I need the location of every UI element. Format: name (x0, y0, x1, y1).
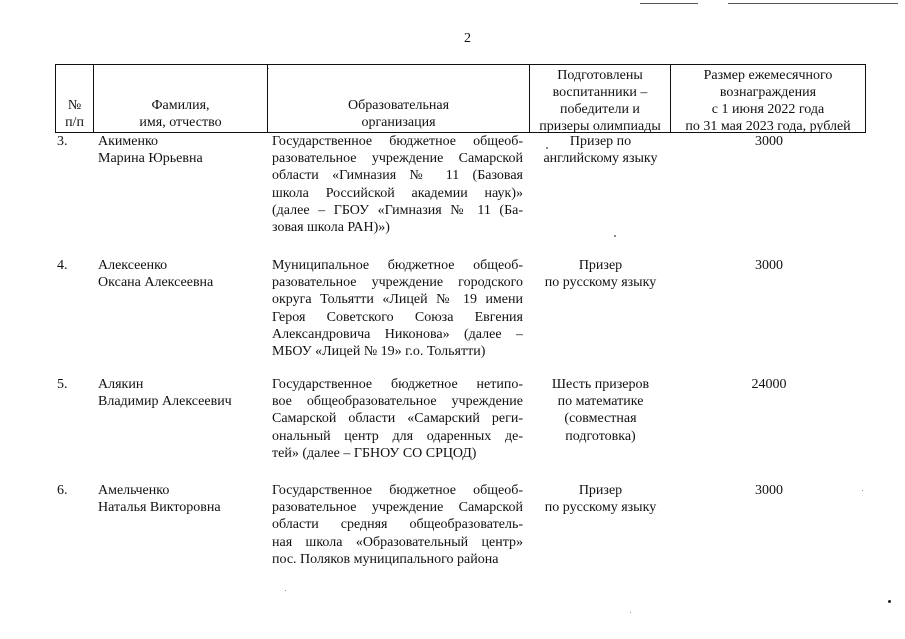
scan-speck (285, 590, 286, 591)
org-line: пос. Поляков муниципального района (272, 551, 499, 567)
org-line: Героя Советского Союза Евгения (272, 309, 523, 325)
row-prepared-students: Шесть призеров по математике (совместная подготовка) (551, 377, 650, 444)
row-prepared-students: Призер по русскому языку (544, 258, 657, 291)
org-line: Государственное бюджетное общеоб- (272, 134, 523, 149)
scan-artifact-line (728, 3, 898, 4)
table-header (55, 64, 866, 133)
row-full-name: Алексеенко Оксана Алексеевна (98, 258, 214, 291)
row-full-name: Акименко Марина Юрьевна (98, 134, 203, 167)
org-line: области средняя общеобразователь- (272, 517, 523, 533)
row-number: 3. (57, 134, 68, 149)
scan-artifact-line (640, 3, 698, 4)
row-full-name: Алякин Владимир Алексеевич (98, 377, 232, 410)
org-line: области «Гимназия № 11 (Базовая (272, 168, 523, 184)
org-line: разовательное учреждение Самарской (272, 151, 523, 167)
org-line: зовая школа РАН)») (272, 220, 390, 236)
org-line: ная школа «Образовательный центр» (272, 534, 523, 550)
org-line: школа Российской академии наук)» (272, 185, 523, 201)
org-line: Муниципальное бюджетное общеоб- (272, 258, 523, 273)
org-line: МБОУ «Лицей № 19» г.о. Тольятти) (272, 344, 486, 360)
org-line: тей» (далее – ГБНОУ СО СРЦОД) (272, 445, 477, 461)
header-full-name: Фамилия, имя, отчество (94, 65, 268, 132)
org-line: разовательное учреждение городского (272, 275, 523, 291)
row-reward-amount: 24000 (751, 377, 787, 392)
org-line: Александровича Никонова» (далее – (272, 326, 523, 342)
row-prepared-students: Призер по русскому языку (544, 483, 657, 516)
org-line: вое общеобразовательное учреждение (272, 394, 523, 410)
row-number: 4. (57, 258, 68, 273)
row-reward-amount: 3000 (755, 483, 783, 498)
scan-speck (630, 612, 631, 613)
header-prepared-students: Подготовлены воспитанники – победители и призеры олимпиады (530, 65, 671, 132)
scan-speck (614, 235, 616, 237)
row-full-name: Амельченко Наталья Викторовна (98, 483, 221, 516)
header-reward-amount: Размер ежемесячного вознаграждения с 1 июня 2022 года по 31 мая 2023 года, рублей (685, 68, 851, 134)
page-number: 2 (464, 31, 471, 46)
row-organization (272, 376, 523, 462)
row-organization (272, 482, 523, 568)
org-line: ональный центр для одаренных де- (272, 428, 523, 444)
org-line: разовательное учреждение Самарской (272, 500, 523, 516)
org-line: (далее – ГБОУ «Гимназия № 11 (Ба- (272, 202, 523, 218)
row-number: 6. (57, 483, 68, 498)
scan-speck (862, 490, 863, 491)
row-organization (272, 257, 523, 360)
org-line: Государственное бюджетное нетипо- (272, 377, 523, 392)
row-organization (272, 133, 523, 236)
org-line: округа Тольятти «Лицей № 19 имени (272, 292, 523, 308)
scan-speck (888, 600, 891, 603)
row-reward-amount: 3000 (755, 258, 783, 273)
scan-speck (546, 147, 548, 149)
org-line: Самарской области «Самарский реги- (272, 411, 523, 427)
scan-speck (268, 68, 269, 69)
row-prepared-students: Призер по английскому языку (543, 134, 658, 167)
row-reward-amount: 3000 (755, 134, 783, 149)
header-number: № п/п (56, 65, 94, 132)
row-number: 5. (57, 377, 68, 392)
header-organization: Образовательная организация (268, 65, 530, 132)
org-line: Государственное бюджетное общеоб- (272, 483, 523, 498)
